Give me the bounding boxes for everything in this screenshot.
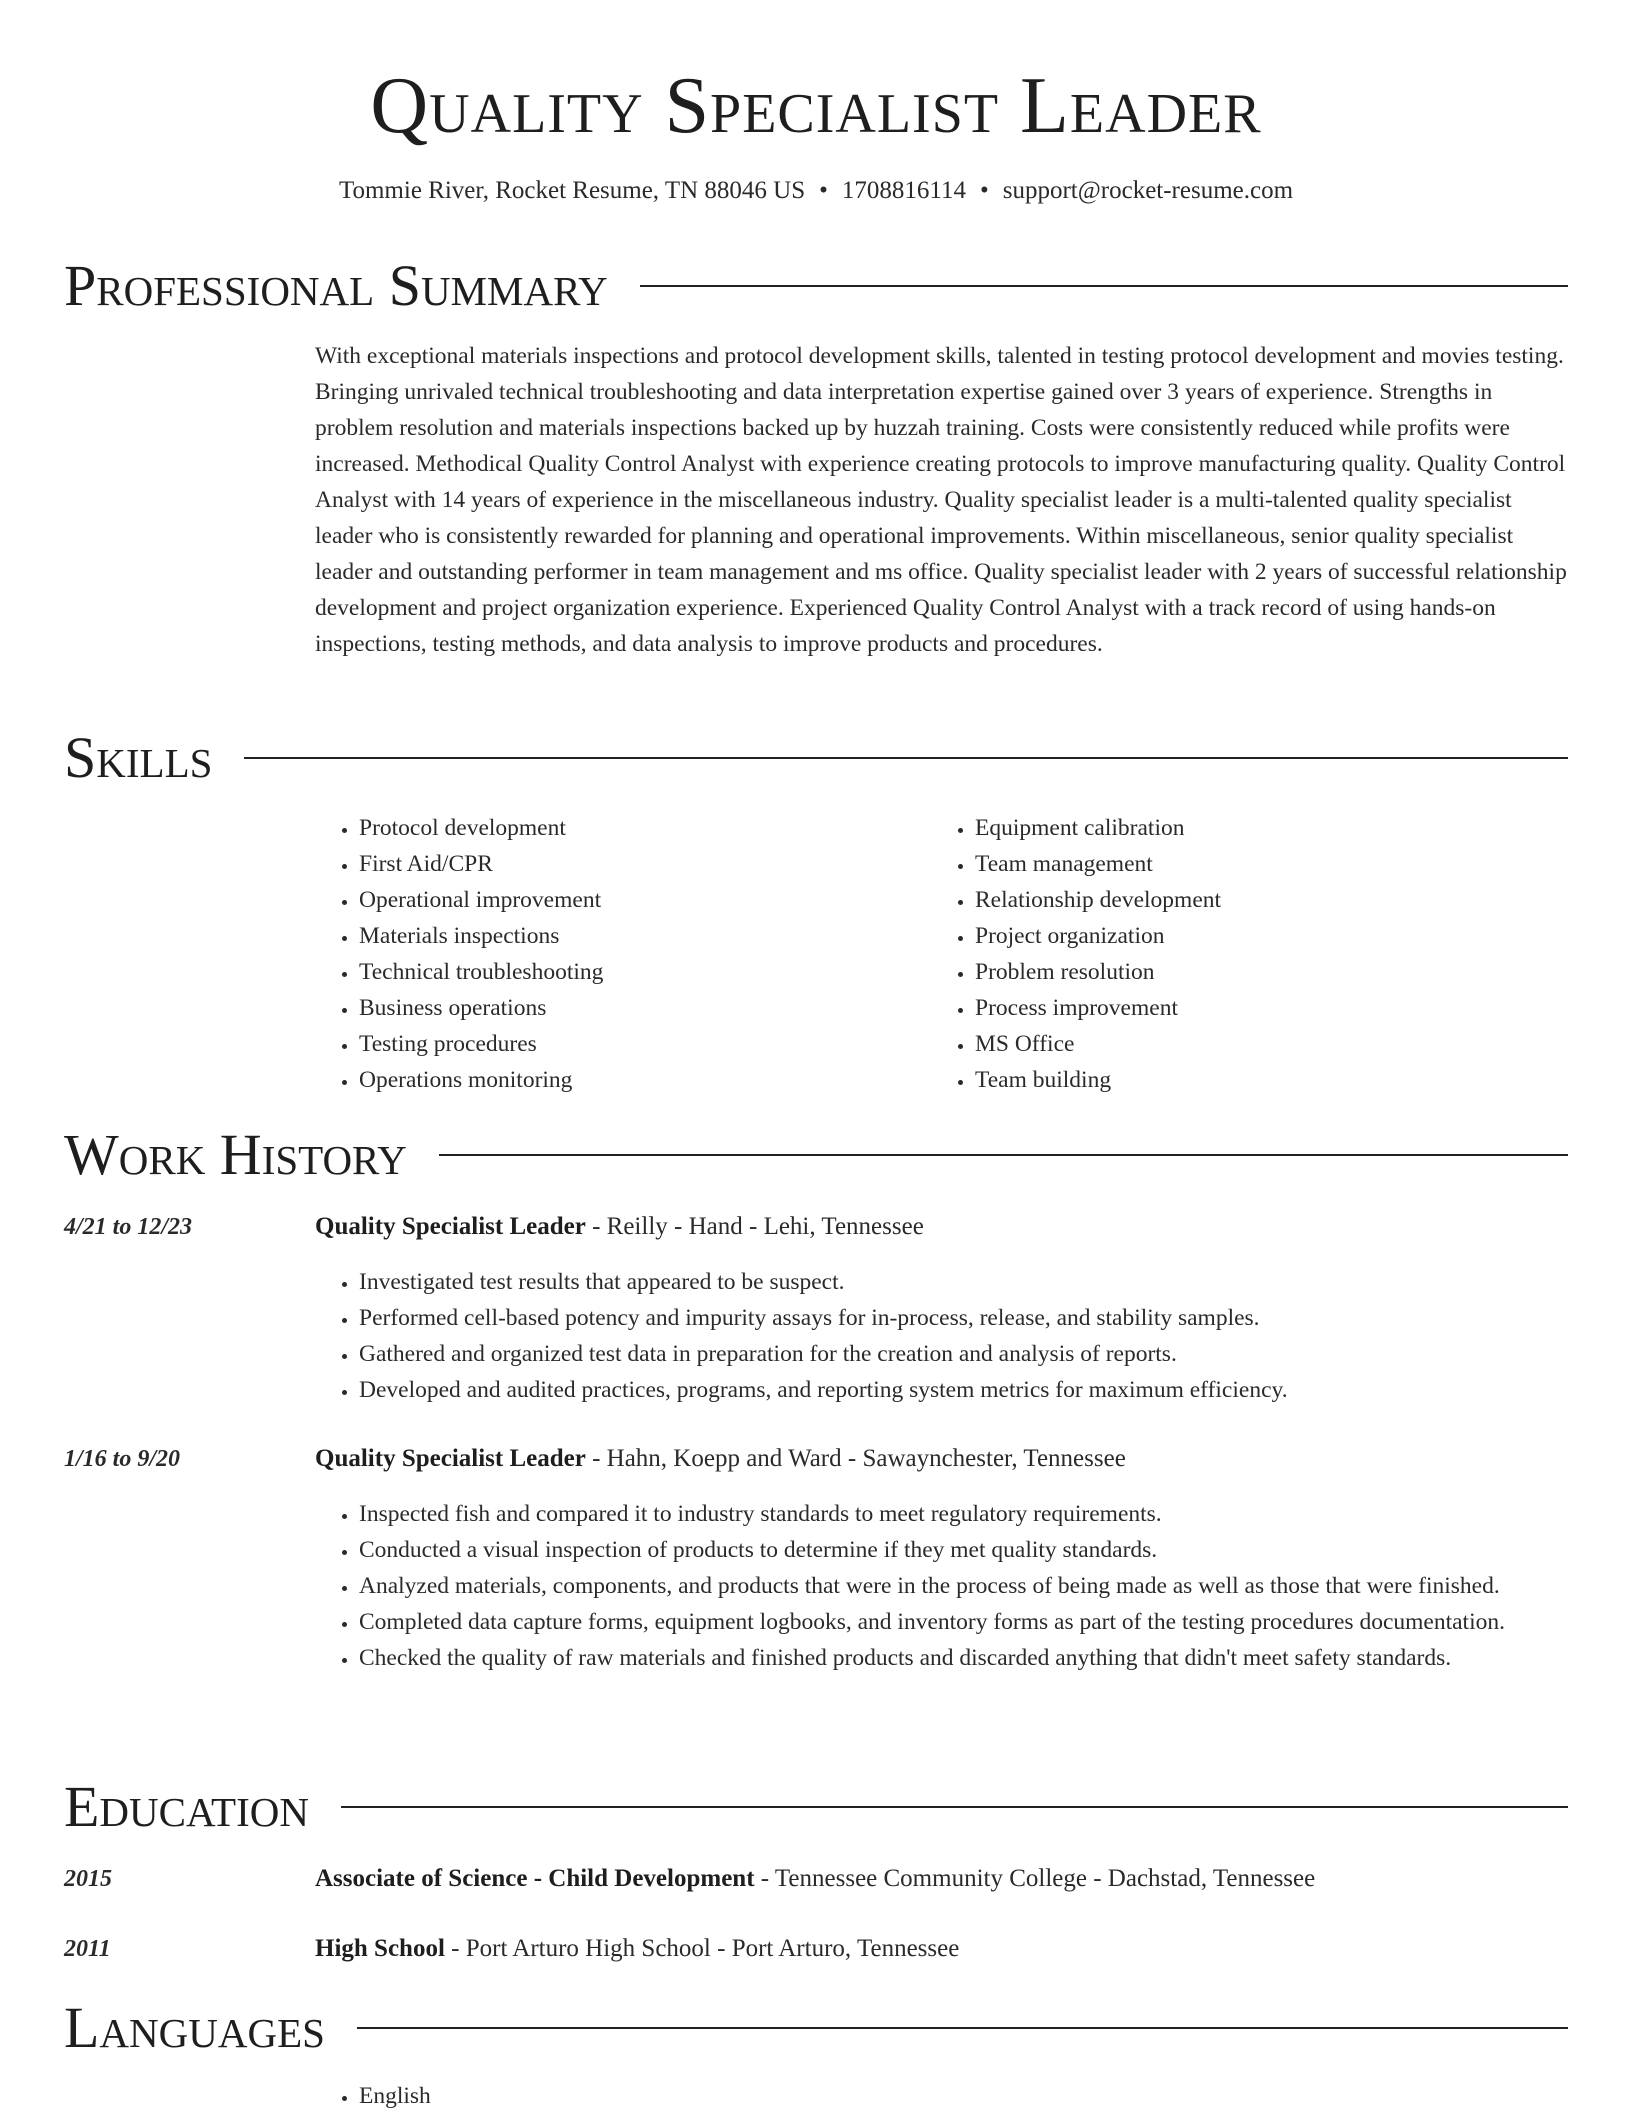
skill-item: • Team management — [975, 846, 1551, 882]
section-header-skills — [64, 726, 1568, 790]
job-responsibilities — [315, 1496, 1570, 1676]
education-year: 2011 — [64, 1936, 111, 1962]
skill-item: • MS Office — [975, 1026, 1551, 1062]
skill-item: • First Aid/CPR — [359, 846, 915, 882]
section-title-summary: Professional Summary — [64, 253, 608, 318]
job-bullet: • Conducted a visual inspection of products to determine if they met quality standards. — [359, 1532, 1570, 1568]
education-degree: Associate of Science - Child Development — [315, 1865, 755, 1892]
education-entry — [315, 1931, 1570, 1967]
job-bullet: • Completed data capture forms, equipment logbooks, and inventory forms as part of the testing procedures documentation. — [359, 1604, 1570, 1640]
job-employer: - Reilly - Hand - Lehi, Tennessee — [585, 1213, 924, 1240]
skill-item: • Materials inspections — [359, 918, 915, 954]
skill-item: • Problem resolution — [975, 954, 1551, 990]
job-bullet: • Checked the quality of raw materials and finished products and discarded anything that didn't meet safety standards. — [359, 1640, 1570, 1676]
job-bullet: • Inspected fish and compared it to industry standards to meet regulatory requirements. — [359, 1496, 1570, 1532]
section-header-work — [64, 1123, 1568, 1187]
job-responsibilities — [315, 1264, 1570, 1408]
contact-phone: 1708816114 — [841, 177, 966, 204]
section-header-summary — [64, 254, 1568, 318]
summary-text: With exceptional materials inspections and protocol development skills, talented in testing protocol development and movies testing. Bringing unrivaled technical troubleshooting and data interpretation expertise gained over 3 years of experience. Strengths in problem resolution and materials inspections backed up by huzzah training. Costs were consistently reduced while profits were increased. Methodical Quality Control Analyst with experience creating protocols to improve manufacturing quality. Quality Control Analyst with 14 years of experience in the miscellaneous industry. Quality specialist leader is a multi-talented quality specialist leader who is consistently rewarded for planning and operational improvements. Within miscellaneous, senior quality specialist leader and outstanding performer in team management and ms office. Quality specialist leader with 2 years of successful relationship development and project organization experience. Experienced Quality Control Analyst with a track record of using hands-on inspections, testing methods, and data analysis to improve products and procedures. — [315, 343, 1567, 657]
job-bullet: • Investigated test results that appeared to be suspect. — [359, 1264, 1570, 1300]
skill-item: • Testing procedures — [359, 1026, 915, 1062]
education-degree: High School — [315, 1935, 445, 1962]
job-dates: 4/21 to 12/23 — [64, 1214, 193, 1240]
education-school: - Port Arturo High School - Port Arturo, Tennessee — [444, 1935, 960, 1962]
section-divider — [357, 2027, 1568, 2029]
section-divider — [244, 757, 1568, 759]
job-title: Quality Specialist Leader — [315, 1445, 586, 1472]
section-divider — [439, 1154, 1568, 1156]
section-title-skills: Skills — [64, 725, 213, 790]
skill-item: • Team building — [975, 1062, 1551, 1098]
skill-item: • Process improvement — [975, 990, 1551, 1026]
skill-item: • Protocol development — [359, 810, 915, 846]
skills-column-left — [315, 810, 915, 1098]
section-divider — [640, 285, 1568, 287]
job-bullet: • Gathered and organized test data in preparation for the creation and analysis of reports. — [359, 1336, 1570, 1372]
skill-item: • Operations monitoring — [359, 1062, 915, 1098]
resume-title: Quality Specialist Leader — [370, 62, 1262, 150]
education-entry — [315, 1861, 1570, 1897]
skills-column-right — [931, 810, 1551, 1098]
job-employer: - Hahn, Koepp and Ward - Sawaynchester, Tennessee — [585, 1445, 1126, 1472]
job-bullet: • Performed cell-based potency and impurity assays for in-process, release, and stability samples. — [359, 1300, 1570, 1336]
job-dates: 1/16 to 9/20 — [64, 1446, 181, 1472]
job-heading — [315, 1441, 1570, 1477]
languages-list — [315, 2078, 1570, 2114]
skill-item: • Operational improvement — [359, 882, 915, 918]
contact-separator: • — [979, 177, 989, 204]
job-heading — [315, 1209, 1570, 1245]
skill-item: • Equipment calibration — [975, 810, 1551, 846]
section-header-education — [64, 1775, 1568, 1839]
skill-item: • Relationship development — [975, 882, 1551, 918]
job-title: Quality Specialist Leader — [315, 1213, 586, 1240]
education-school: - Tennessee Community College - Dachstad, Tennessee — [754, 1865, 1316, 1892]
contact-separator: • — [819, 177, 828, 204]
contact-address: Tommie River, Rocket Resume, TN 88046 US — [338, 177, 806, 204]
contact-line — [0, 174, 1632, 208]
section-title-education: Education — [64, 1774, 309, 1839]
section-title-languages: Languages — [64, 1995, 325, 2060]
job-bullet: • Developed and audited practices, programs, and reporting system metrics for maximum efficiency. — [359, 1372, 1570, 1408]
contact-email: support@rocket-resume.com — [1002, 177, 1294, 204]
section-header-languages — [64, 1996, 1568, 2060]
section-title-work: Work History — [64, 1122, 407, 1187]
language-item: • English — [359, 2078, 1570, 2114]
section-divider — [341, 1806, 1568, 1808]
skill-item: • Business operations — [359, 990, 915, 1026]
skill-item: • Project organization — [975, 918, 1551, 954]
education-year: 2015 — [64, 1866, 112, 1892]
job-bullet: • Analyzed materials, components, and products that were in the process of being made as well as those that were finished. — [359, 1568, 1570, 1604]
skill-item: • Technical troubleshooting — [359, 954, 915, 990]
